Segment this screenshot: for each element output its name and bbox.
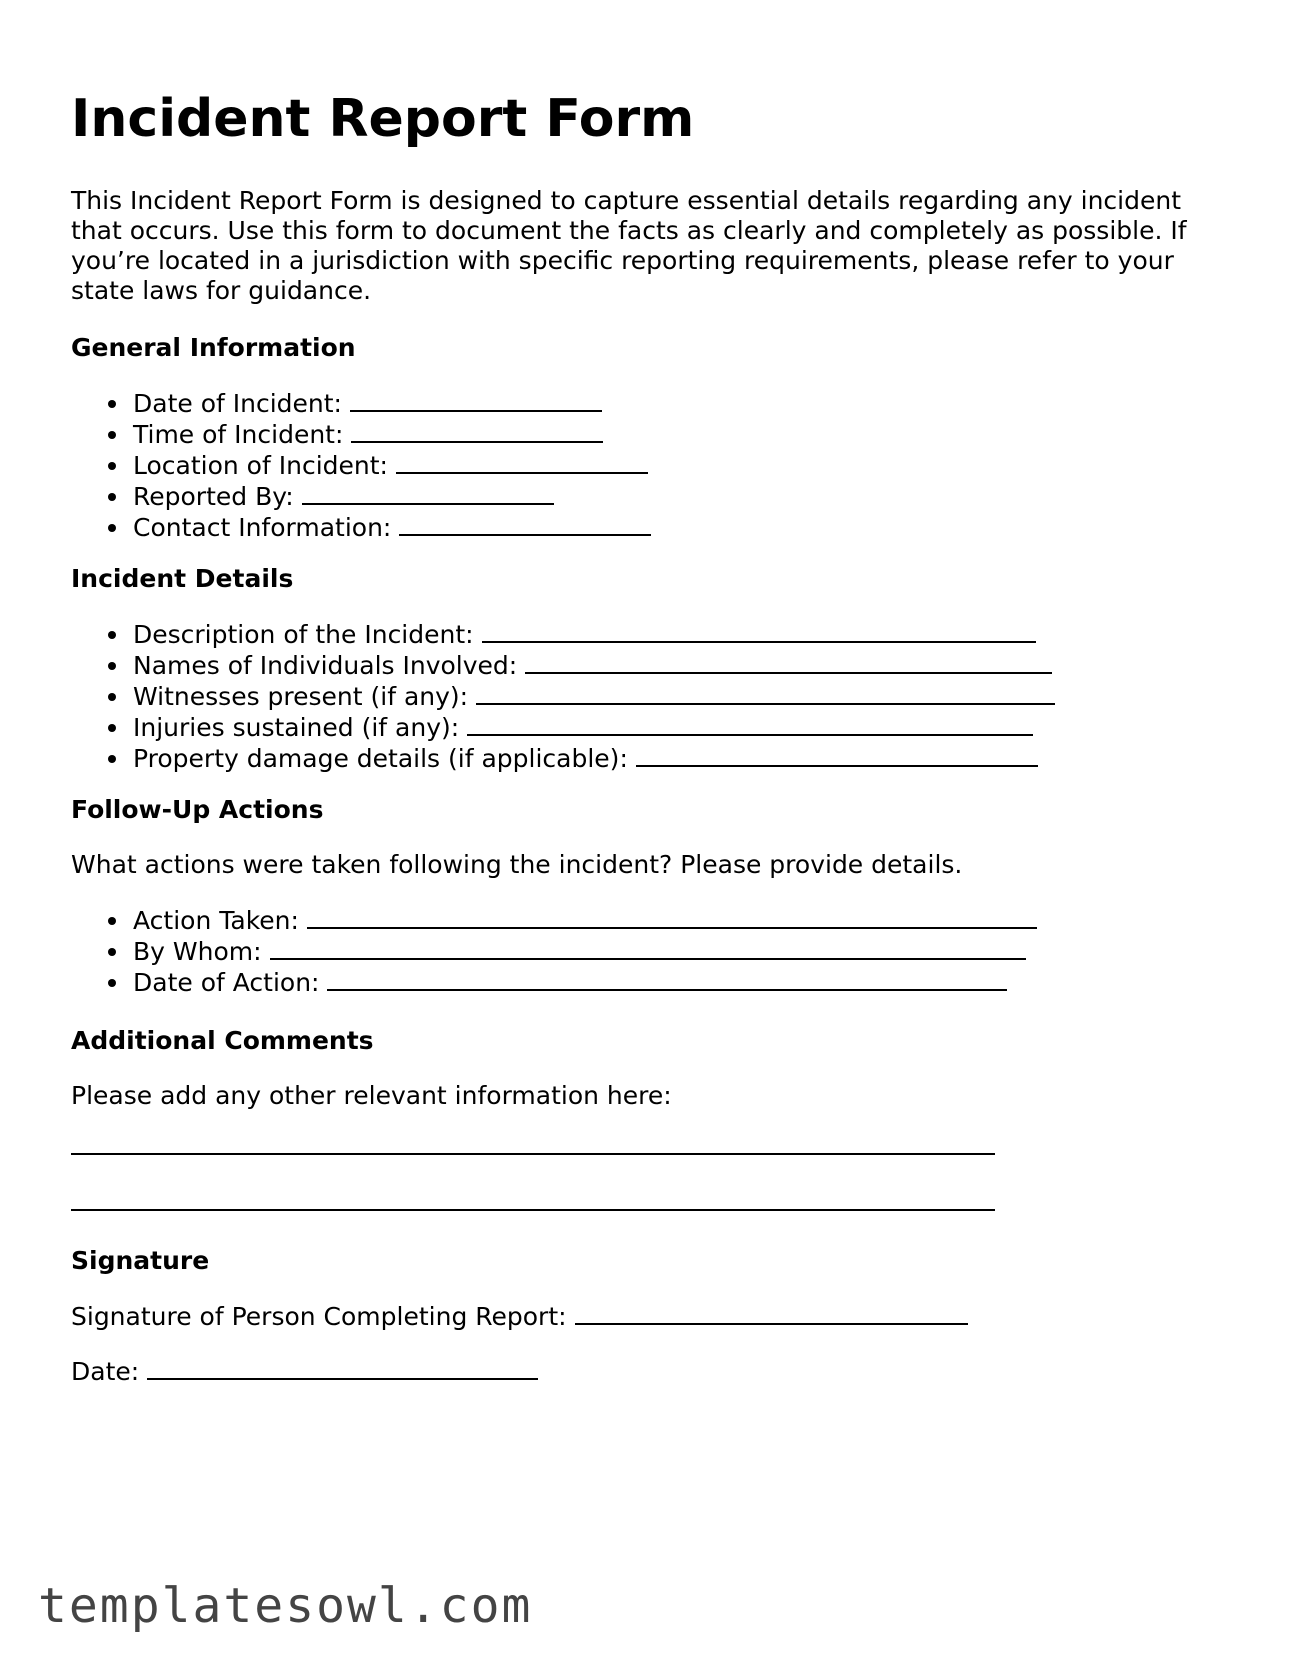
signature-label: Signature of Person Completing Report: xyxy=(71,1302,567,1331)
general-information-heading: General Information xyxy=(71,333,356,362)
witnesses-field xyxy=(71,681,1055,712)
comments-prompt: Please add any other relevant information here: xyxy=(71,1081,672,1110)
field-label: Location of Incident: xyxy=(133,451,388,480)
incident-details-heading: Incident Details xyxy=(71,564,294,593)
field-label: Date of Incident: xyxy=(133,389,342,418)
time-of-incident-blank[interactable] xyxy=(351,419,603,443)
field-label: By Whom: xyxy=(133,937,262,966)
action-taken-blank[interactable] xyxy=(307,905,1037,929)
signature-heading: Signature xyxy=(71,1246,210,1275)
watermark: templatesowl.com xyxy=(38,1578,533,1634)
by-whom-blank[interactable] xyxy=(270,936,1026,960)
injuries-field xyxy=(71,712,1055,743)
field-label: Description of the Incident: xyxy=(133,620,474,649)
description-blank[interactable] xyxy=(482,619,1036,643)
field-label: Injuries sustained (if any): xyxy=(133,713,460,742)
property-damage-blank[interactable] xyxy=(636,743,1038,767)
time-of-incident-field xyxy=(71,419,651,450)
field-label: Date of Action: xyxy=(133,968,320,997)
incident-details-list xyxy=(71,619,1055,774)
individuals-involved-field xyxy=(71,650,1055,681)
field-label: Contact Information: xyxy=(133,513,392,542)
follow-up-actions-list xyxy=(71,905,1037,998)
signature-date-blank[interactable] xyxy=(147,1356,538,1380)
signature-field xyxy=(71,1301,968,1332)
signature-date-label: Date: xyxy=(71,1357,140,1386)
field-label: Action Taken: xyxy=(133,906,299,935)
page-title: Incident Report Form xyxy=(71,89,695,149)
location-of-incident-blank[interactable] xyxy=(396,450,648,474)
follow-up-actions-heading: Follow-Up Actions xyxy=(71,795,324,824)
contact-information-field xyxy=(71,512,651,543)
field-label: Time of Incident: xyxy=(133,420,344,449)
date-of-incident-field xyxy=(71,388,651,419)
property-damage-field xyxy=(71,743,1055,774)
field-label: Witnesses present (if any): xyxy=(133,682,469,711)
action-taken-field xyxy=(71,905,1037,936)
reported-by-blank[interactable] xyxy=(302,481,554,505)
field-label: Names of Individuals Involved: xyxy=(133,651,518,680)
date-of-incident-blank[interactable] xyxy=(350,388,602,412)
contact-information-blank[interactable] xyxy=(399,512,651,536)
comment-line-2[interactable] xyxy=(71,1209,995,1211)
date-of-action-field xyxy=(71,967,1037,998)
description-field xyxy=(71,619,1055,650)
location-of-incident-field xyxy=(71,450,651,481)
injuries-blank[interactable] xyxy=(467,712,1033,736)
follow-up-prompt: What actions were taken following the incident? Please provide details. xyxy=(71,850,963,879)
witnesses-blank[interactable] xyxy=(476,681,1055,705)
field-label: Reported By: xyxy=(133,482,294,511)
reported-by-field xyxy=(71,481,651,512)
signature-blank[interactable] xyxy=(575,1301,968,1325)
field-label: Property damage details (if applicable): xyxy=(133,744,628,773)
additional-comments-heading: Additional Comments xyxy=(71,1026,374,1055)
intro-text: This Incident Report Form is designed to capture essential details regarding any incident that occurs. Use this form to document the facts as clearly and completely as possible. If you’re located in a jurisdiction with specific reporting requirements, please refer to your state laws for guidance. xyxy=(71,186,1187,305)
date-of-action-blank[interactable] xyxy=(327,967,1007,991)
general-information-list xyxy=(71,388,651,543)
comment-line-1[interactable] xyxy=(71,1153,995,1155)
individuals-involved-blank[interactable] xyxy=(525,650,1052,674)
signature-date-field xyxy=(71,1356,538,1387)
by-whom-field xyxy=(71,936,1037,967)
